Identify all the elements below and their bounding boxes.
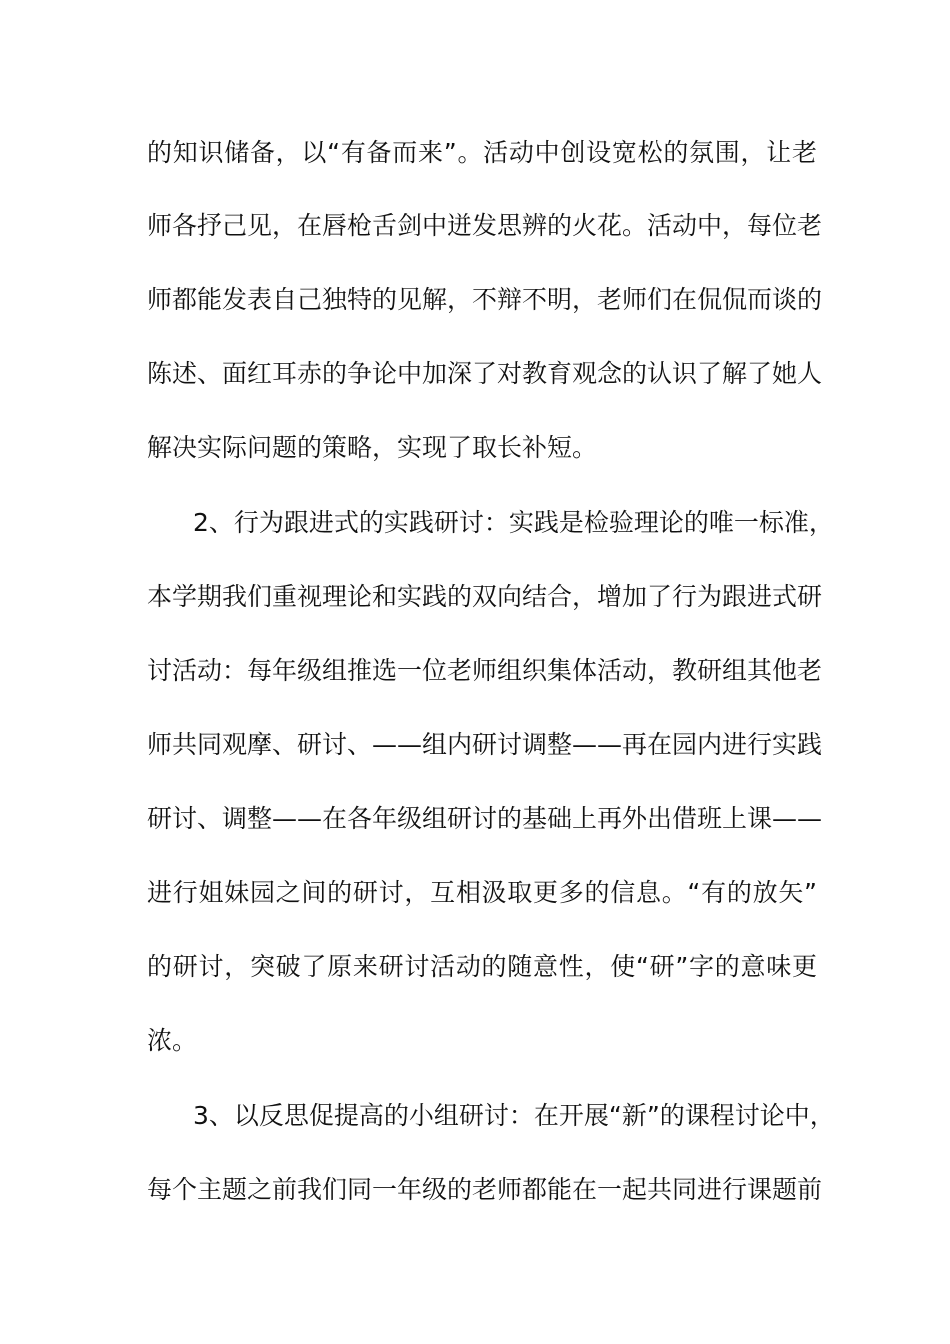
text-line-5: 解决实际问题的策略，实现了取长补短。: [147, 433, 598, 462]
text-line-12: 的研讨，突破了原来研讨活动的随意性，使“研”字的意味更: [147, 952, 817, 981]
text-line-2: 师各抒己见，在唇枪舌剑中迸发思辨的火花。活动中，每位老: [147, 211, 823, 240]
text-line-4: 陈述、面红耳赤的争论中加深了对教育观念的认识了解了她人: [147, 359, 823, 388]
text-line-6: 2、行为跟进式的实践研讨：实践是检验理论的唯一标准，: [193, 508, 834, 537]
text-line-13: 浓。: [147, 1026, 198, 1055]
text-line-9: 师共同观摩、研讨、——组内研讨调整——再在园内进行实践: [147, 730, 823, 759]
text-line-8: 讨活动：每年级组推选一位老师组织集体活动，教研组其他老: [147, 656, 823, 685]
text-line-1: 的知识储备，以“有备而来”。活动中创设宽松的氛围，让老: [147, 138, 817, 167]
text-line-3: 师都能发表自己独特的见解，不辩不明，老师们在侃侃而谈的: [147, 285, 823, 314]
text-line-7: 本学期我们重视理论和实践的双向结合，增加了行为跟进式研: [147, 582, 823, 611]
text-line-11: 进行姐妹园之间的研讨，互相汲取更多的信息。“有的放矢”: [147, 878, 817, 907]
text-line-15: 每个主题之前我们同一年级的老师都能在一起共同进行课题前: [147, 1175, 823, 1204]
text-line-14: 3、以反思促提高的小组研讨：在开展“新”的课程讨论中，: [193, 1101, 835, 1130]
text-line-10: 研讨、调整——在各年级组研讨的基础上再外出借班上课——: [147, 804, 823, 833]
